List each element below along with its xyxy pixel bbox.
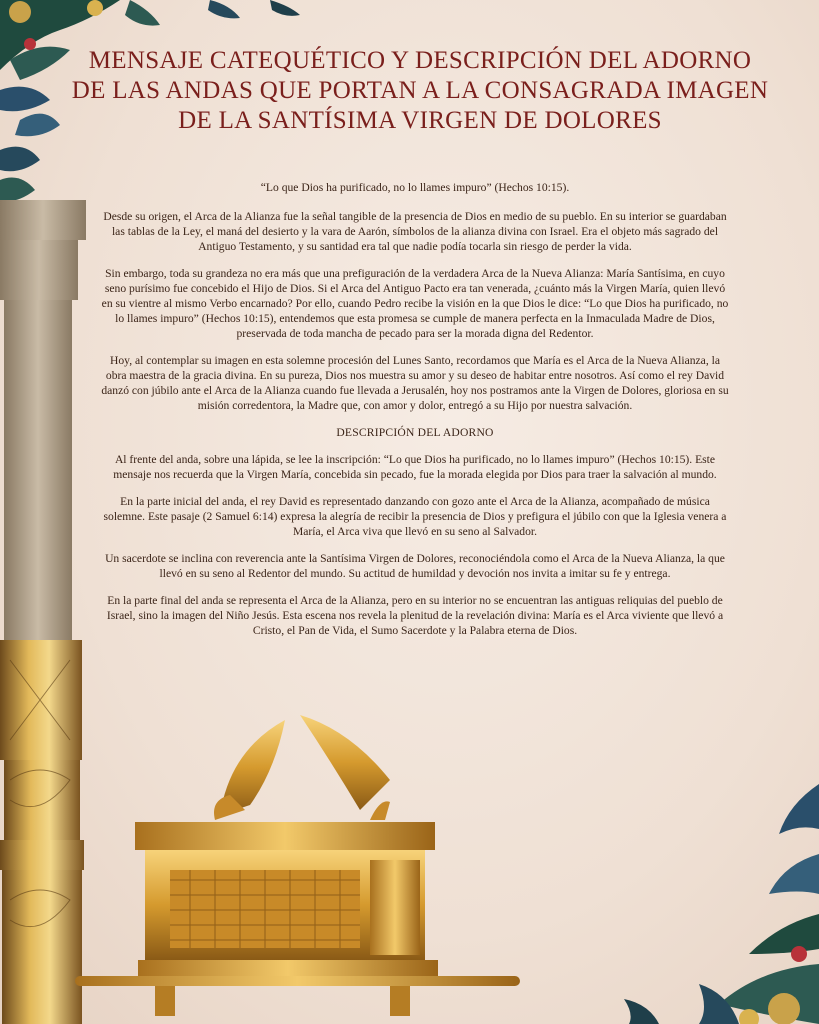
title-line: MENSAJE CATEQUÉTICO Y DESCRIPCIÓN DEL ADORNO [88, 47, 752, 74]
title-line: DE LA SANTÍSIMA VIRGEN DE DOLORES [178, 107, 662, 134]
title-line: DE LAS ANDAS QUE PORTAN A LA CONSAGRADA IMAGEN [71, 77, 769, 104]
page-title [60, 46, 780, 136]
paragraph: Sin embargo, toda su grandeza no era más que una prefiguración de la verdadera Arca de la Nueva Alianza: María Santísima, en cuyo seno purísimo fue concebido el Hijo de Dios. Si el Arca del Antiguo Pacto era tan venerada, ¿cuánto más la Virgen María, quien llevó en su vientre al mismo Verbo encarnado? Por ello, cuando Pedro recibe la visión en la que Dios le dice: “Lo que Dios ha purificado, no lo llames impuro” (Hechos 10:15), entendemos que esta promesa se cumple de manera perfecta en la Inmaculada Madre de Dios, preservada de toda mancha de pecado para ser la morada digna del Redentor. [101, 267, 729, 340]
scripture-quote: “Lo que Dios ha purificado, no lo llames impuro” (Hechos 10:15). [260, 181, 570, 194]
section-heading: DESCRIPCIÓN DEL ADORNO [336, 426, 494, 439]
catechetical-message [100, 180, 730, 650]
paragraph: Desde su origen, el Arca de la Alianza fue la señal tangible de la presencia de Dios en medio de su pueblo. En su interior se guardaban las tablas de la Ley, el maná del desierto y la vara de Aarón, símbolos de la alianza divina con Israel. Era el objeto más sagrado del Antiguo Testamento, y su santidad era tal que nadie podía tocarla sin riesgo de perder la vida. [103, 210, 727, 253]
description-paragraph: Al frente del anda, sobre una lápida, se lee la inscripción: “Lo que Dios ha purificado, no lo llames impuro” (Hechos 10:15). Este mensaje nos recuerda que la Virgen María, concebida sin pecado, fue la morada elegida por Dios para traer la salvación al mundo. [113, 453, 717, 481]
foliage-bottom-right-decoration [499, 724, 819, 1024]
description-paragraph: Un sacerdote se inclina con reverencia ante la Santísima Virgen de Dolores, reconociéndola como el Arca de la Nueva Alianza, la que llevó en su seno al Redentor del mundo. Su actitud de humildad y devoción nos invita a imitar su fe y entrega. [105, 552, 725, 580]
description-paragraph: En la parte final del anda se representa el Arca de la Alianza, pero en su interior no se encuentran las antiguas reliquias del pueblo de Israel, sino la imagen del Niño Jesús. Esta escena nos revela la plenitud de la revelación divina: María es el Arca viviente que llevó a Cristo, el Pan de Vida, el Sumo Sacerdote y la Palabra eterna de Dios. [106, 594, 724, 637]
ark-of-the-covenant-illustration [70, 710, 530, 1024]
description-paragraph: En la parte inicial del anda, el rey David es representado danzando con gozo ante el Arca de la Alianza, acompañado de música solemne. Este pasaje (2 Samuel 6:14) expresa la alegría de recibir la presencia de Dios y prefigura el júbilo con que la Iglesia venera a María, el Arca viva que llevó en su seno al Salvador. [103, 495, 727, 538]
paragraph: Hoy, al contemplar su imagen en esta solemne procesión del Lunes Santo, recordamos que María es el Arca de la Nueva Alianza, la obra maestra de la gracia divina. En su pureza, Dios nos muestra su amor y su deseo de habitar entre nosotros. Así como el rey David danzó con júbilo ante el Arca de la Alianza cuando fue llevada a Jerusalén, hoy nos postramos ante la Virgen de Dolores, gloriosa en su misión corredentora, la Madre que, con amor y dolor, entregó a su Hijo por nuestra salvación. [101, 354, 729, 412]
